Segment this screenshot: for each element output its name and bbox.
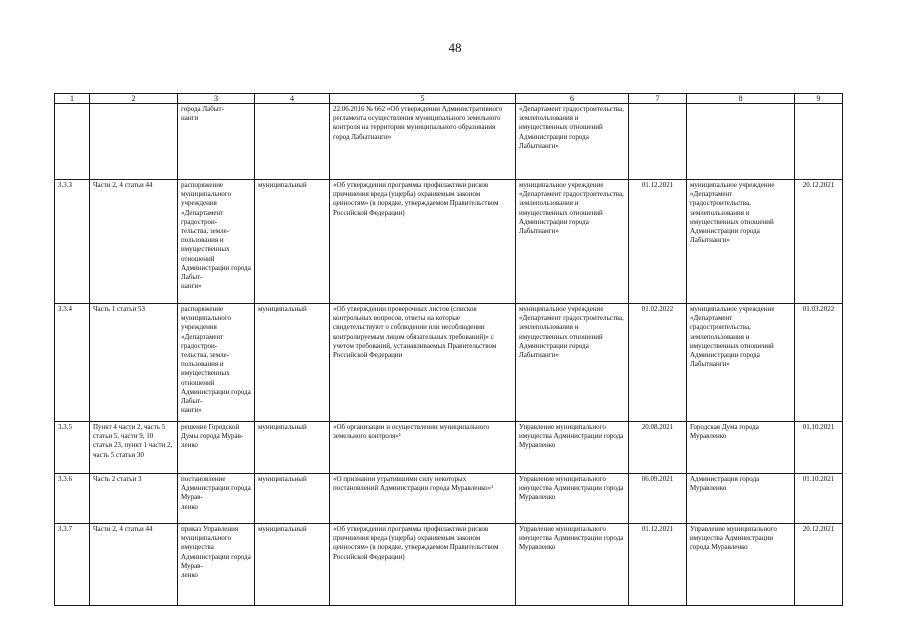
column-header: 8 (687, 94, 795, 104)
cell-act-level: муниципальный (255, 180, 330, 304)
table-row (55, 304, 843, 422)
cell-act-type: решение Городской Думы города Мурав- ленко (178, 422, 255, 474)
cell-adopting-body (687, 104, 795, 180)
cell-adoption-date: 01.10.2021 (795, 422, 843, 474)
table-row (55, 524, 843, 606)
regulation-table (54, 93, 843, 606)
cell-law-provision: Часть 2 статьи 3 (90, 474, 178, 524)
cell-act-level: муниципальный (255, 524, 330, 606)
table-row (55, 474, 843, 524)
column-header: 5 (330, 94, 516, 104)
cell-adopting-body: Городская Дума города Муравленко (687, 422, 795, 474)
table-row (55, 104, 843, 180)
cell-act-title: «Об утверждении программы профилактики рисков причинения вреда (ущерба) охраняемым законом ценностям» (в порядке, утверждаемом Правительством Российской Федерации) (330, 180, 516, 304)
cell-adopting-body: муниципальное учреждение «Департамент градостроительства, землепользования и имущественных отношений Администрации города Лабытнанги» (687, 304, 795, 422)
cell-act-level: муниципальный (255, 474, 330, 524)
cell-adoption-date (795, 104, 843, 180)
cell-act-title: 22.06.2016 № 662 «Об утверждении Административного регламента осуществления муниципального земельного контроля на территории муниципального образования город Лабытнанги» (330, 104, 516, 180)
cell-act-title: «Об утверждении программы профилактики рисков причинения вреда (ущерба) охраняемым законом ценностям» (в порядке, утверждаемом Правительством Российской Федерации) (330, 524, 516, 606)
cell-draft-date: 01.02.2022 (629, 304, 687, 422)
cell-draft-date: 20.08.2021 (629, 422, 687, 474)
cell-law-provision: Части 2, 4 статьи 44 (90, 524, 178, 606)
column-header: 2 (90, 94, 178, 104)
cell-item-number: 3.3.5 (55, 422, 90, 474)
column-header: 1 (55, 94, 90, 104)
cell-item-number: 3.3.3 (55, 180, 90, 304)
cell-law-provision: Часть 1 статьи 53 (90, 304, 178, 422)
cell-act-type: распоряжение муниципального учреждения «Департамент градострои- тельства, земле- пользования и имущественных отношений Администрации города Лабыт- нанги» (178, 304, 255, 422)
cell-draft-date: 01.12.2021 (629, 180, 687, 304)
cell-act-level (255, 104, 330, 180)
cell-act-type: города Лабыт- нанги (178, 104, 255, 180)
column-header: 3 (178, 94, 255, 104)
cell-act-level: муниципальный (255, 422, 330, 474)
column-header: 6 (516, 94, 629, 104)
cell-item-number: 3.3.7 (55, 524, 90, 606)
cell-developer: муниципальное учреждение «Департамент градостроительства, землепользования и имущественных отношений Администрации города Лабытнанги» (516, 304, 629, 422)
cell-act-type: постановление Администрации города Мурав- ленко (178, 474, 255, 524)
cell-act-title: «О признании утратившими силу некоторых постановлений Администрации города Муравленко»¹ (330, 474, 516, 524)
table-row (55, 422, 843, 474)
column-header: 4 (255, 94, 330, 104)
cell-item-number: 3.3.6 (55, 474, 90, 524)
cell-item-number (55, 104, 90, 180)
page-number: 48 (448, 40, 462, 55)
cell-draft-date: 01.12.2021 (629, 524, 687, 606)
cell-adoption-date: 01.03.2022 (795, 304, 843, 422)
column-header: 9 (795, 94, 843, 104)
cell-law-provision: Пункт 4 части 2, часть 5 статьи 5, части 9, 10 статьи 23, пункт 1 части 2, часть 5 статьи 30 (90, 422, 178, 474)
cell-act-title: «Об утверждении проверочных листов (списков контрольных вопросов, ответы на которые свидетельствуют о соблюдении или несоблюдении контролируемым лицом обязательных требований)» с учетом требований, устанавливаемых Правительством Российской Федерации (330, 304, 516, 422)
cell-adopting-body: Управление муниципального имущества Администрации города Муравленко (687, 524, 795, 606)
cell-developer: «Департамент градостроительства, землепользования и имущественных отношений Администрации города Лабытнанги» (516, 104, 629, 180)
cell-adoption-date: 20.12.2021 (795, 524, 843, 606)
cell-draft-date (629, 104, 687, 180)
cell-developer: Управление муниципального имущества Администрации города Муравленко (516, 474, 629, 524)
column-header: 7 (629, 94, 687, 104)
cell-act-title: «Об организации и осуществлении муниципального земельного контроля»¹ (330, 422, 516, 474)
cell-law-provision (90, 104, 178, 180)
cell-adoption-date: 20.12.2021 (795, 180, 843, 304)
column-number-row (55, 94, 843, 104)
cell-draft-date: 06.09.2021 (629, 474, 687, 524)
cell-developer: Управление муниципального имущества Администрации города Муравленко (516, 524, 629, 606)
cell-adopting-body: муниципальное учреждение «Департамент градостроительства, землепользования и имущественных отношений Администрации города Лабытнанги» (687, 180, 795, 304)
table-row (55, 180, 843, 304)
cell-adopting-body: Администрация города Муравленко (687, 474, 795, 524)
cell-law-provision: Части 2, 4 статьи 44 (90, 180, 178, 304)
cell-developer: муниципальное учреждение «Департамент градостроительства, землепользования и имущественных отношений Администрации города Лабытнанги» (516, 180, 629, 304)
cell-act-type: распоряжение муниципального учреждения «Департамент градострои- тельства, земле- пользования и имущественных отношений Администрации города Лабыт- нанги» (178, 180, 255, 304)
cell-developer: Управление муниципального имущества Администрации города Муравленко (516, 422, 629, 474)
cell-item-number: 3.3.4 (55, 304, 90, 422)
cell-adoption-date: 01.10.2021 (795, 474, 843, 524)
cell-act-level: муниципальный (255, 304, 330, 422)
cell-act-type: приказ Управления муниципального имущества Администрации города Мурав- ленко (178, 524, 255, 606)
